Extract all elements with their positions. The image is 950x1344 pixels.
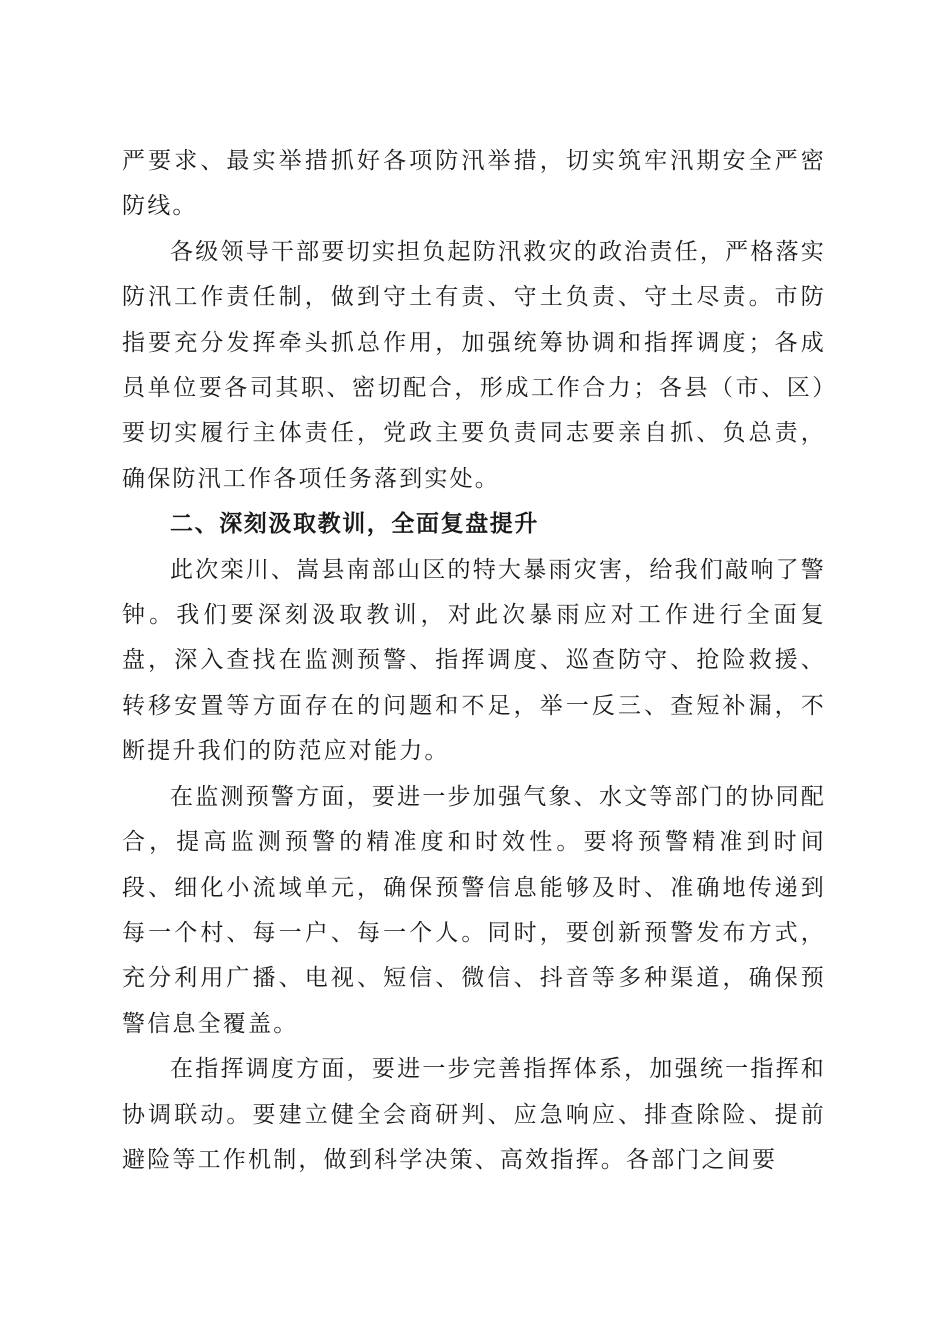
paragraph-lessons-intro: 此次栾川、嵩县南部山区的特大暴雨灾害，给我们敲响了警钟。我们要深刻汲取教训，对此次暴雨应对工作进行全面复盘，深入查找在监测预警、指挥调度、巡查防守、抢险救援、转移安置等方面存在的问题和不足，举一反三、查短补漏，不断提升我们的防范应对能力。 xyxy=(122,556,826,765)
paragraph-leadership-responsibility: 各级领导干部要切实担负起防汛救灾的政治责任，严格落实防汛工作责任制，做到守土有责、守土负责、守土尽责。市防指要充分发挥牵头抓总作用，加强统筹协调和指挥调度；各成员单位要各司其职、密切配合，形成工作合力；各县（市、区）要切实履行主体责任，党政主要负责同志要亲自抓、负总责，确保防汛工作各项任务落到实处。 xyxy=(122,238,826,492)
paragraph-continuation: 严要求、最实举措抓好各项防汛举措，切实筑牢汛期安全严密防线。 xyxy=(122,148,826,220)
document-body xyxy=(122,139,826,1183)
paragraph-monitoring-warning: 在监测预警方面，要进一步加强气象、水文等部门的协同配合，提高监测预警的精准度和时效性。要将预警精准到时间段、细化小流域单元，确保预警信息能够及时、准确地传递到每一个村、每一户、每一个人。同时，要创新预警发布方式，充分利用广播、电视、短信、微信、抖音等多种渠道，确保预警信息全覆盖。 xyxy=(122,783,826,1037)
paragraph-command-dispatch: 在指挥调度方面，要进一步完善指挥体系，加强统一指挥和协调联动。要建立健全会商研判、应急响应、排查除险、提前避险等工作机制，做到科学决策、高效指挥。各部门之间要 xyxy=(122,1056,826,1173)
section-heading-lessons: 二、深刻汲取教训，全面复盘提升 xyxy=(170,511,539,538)
